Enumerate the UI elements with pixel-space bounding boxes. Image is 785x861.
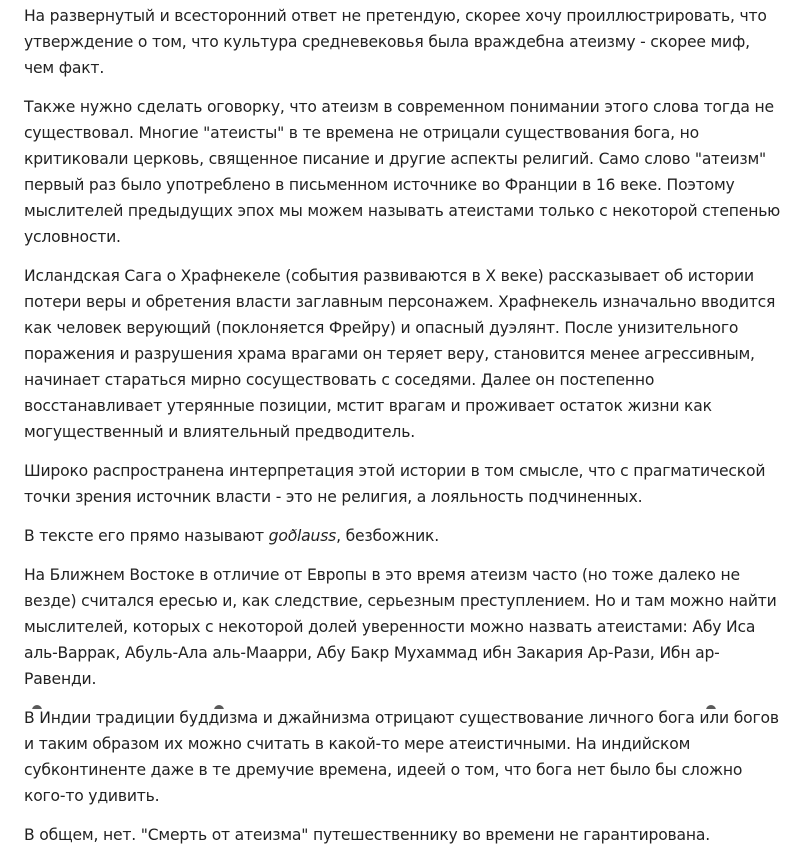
cropped-action-bar [0,703,785,709]
action-icon[interactable] [214,705,224,709]
paragraph-intro: На развернутый и всесторонний ответ не претендую, скорее хочу проиллюстрировать, что утверждение о том, что культура средневековья была враждебна атеизму - скорее миф, чем факт. [24,7,767,77]
action-icon[interactable] [706,705,716,709]
action-icon[interactable] [32,705,42,709]
godlauss-term: goðlauss [268,527,337,545]
paragraph-atheism-definition: Также нужно сделать оговорку, что атеизм в современном понимании этого слова тогда не существовал. Многие "атеисты" в те времена не отрицали существования бога, но критиковали церковь, священное писание и другие аспекты религий. Само слово "атеизм" первый раз было употреблено в письменном источнике во Франции в 16 веке. Поэтому мыслителей предыдущих эпох мы можем называть атеистами только с некоторой степенью условности. [24,98,781,246]
godlauss-before: В тексте его прямо называют [24,527,269,545]
paragraph-conclusion: В общем, нет. "Смерть от атеизма" путешественнику во времени не гарантирована. [24,826,710,844]
paragraph-interpretation: Широко распространена интерпретация этой истории в том смысле, что с прагматической точки зрения источник власти - это не религия, а лояльность подчиненных. [24,462,766,506]
paragraph-hrafnkel-saga: Исландская Сага о Храфнекеле (события развиваются в X веке) рассказывает об истории потери веры и обретения власти заглавным персонажем. Храфнекель изначально вводится как человек верующий (поклоняется Фрейру) и опасный дуэлянт. После унизительного поражения и разрушения храма врагами он теряет веру, становится менее агрессивным, начинает стараться мирно сосуществовать с соседями. Далее он постепенно восстанавливает утерянные позиции, мстит врагам и проживает остаток жизни как могущественный и влиятельный предводитель. [24,267,776,441]
paragraph-india: В Индии традиции буддизма и джайнизма отрицают существование личного бога или богов и таким образом их можно считать в какой-то мере атеистичными. На индийском субконтиненте даже в те дремучие времена, идеей о том, что бога нет было бы сложно кого-то удивить. [24,709,779,805]
paragraph-godlauss [24,523,782,549]
answer-body [24,3,782,861]
godlauss-after: , безбожник. [336,527,439,545]
paragraph-middle-east: На Ближнем Востоке в отличие от Европы в это время атеизм часто (но тоже далеко не везде) считался ересью и, как следствие, серьезным преступлением. Но и там можно найти мыслителей, которых с некоторой долей уверенности можно назвать атеистами: Абу Иса аль-Варрак, Абуль-Ала аль-Маарри, Абу Бакр Мухаммад ибн Закария Ар-Рази, Ибн ар-Равенди. [24,566,777,688]
